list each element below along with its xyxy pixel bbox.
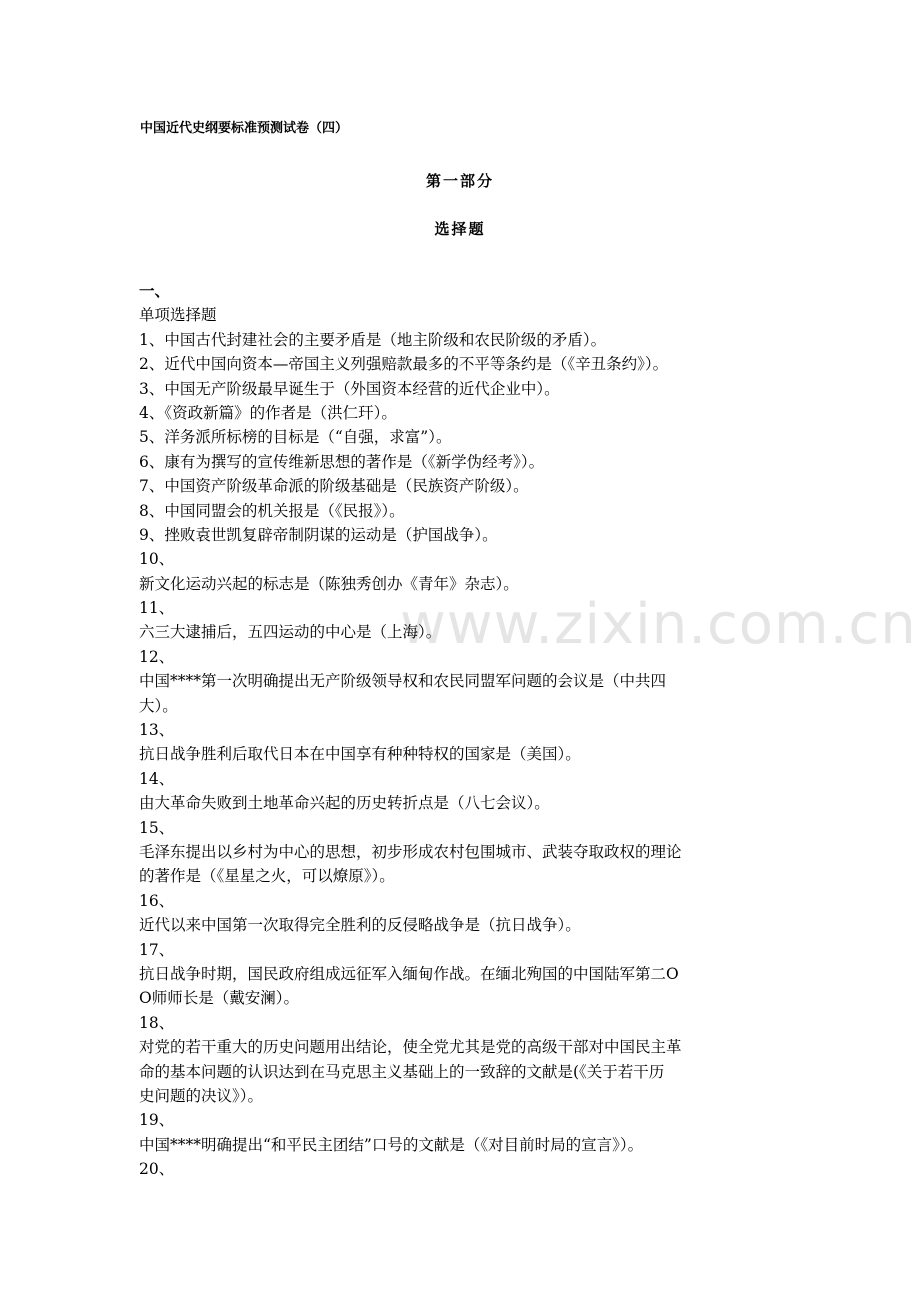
question-line: 6、康有为撰写的宣传维新思想的著作是（《新学伪经考》）。	[139, 452, 545, 471]
question-line: 9、挫败袁世凯复辟帝制阴谋的运动是（护国战争）。	[139, 525, 498, 544]
part-subheading: 选择题	[434, 220, 486, 238]
question-line: 近代以来中国第一次取得完全胜利的反侵略战争是（抗日战争）。	[139, 916, 581, 935]
section-number: 一、	[139, 282, 171, 300]
question-line: 8、中国同盟会的机关报是（《民报》）。	[139, 501, 405, 520]
question-line: 大）。	[139, 696, 178, 715]
question-line: 10、	[139, 550, 175, 569]
question-line: 由大革命失败到土地革命兴起的历史转折点是（八七会议）。	[139, 794, 550, 813]
part-heading: 第一部分	[425, 172, 494, 190]
question-line: 毛泽东提出以乡村为中心的思想，初步形成农村包围城市、武装夺取政权的理论	[139, 842, 682, 861]
question-line: 11、	[139, 599, 175, 618]
question-line: 史问题的决议》）。	[139, 1086, 264, 1105]
question-line: 中国****明确提出“和平民主团结”口号的文献是（《对目前时局的宣言》）。	[139, 1135, 644, 1154]
question-line: 16、	[139, 891, 175, 910]
question-line: 18、	[139, 1013, 175, 1032]
question-line: 六三大逮捕后，五四运动的中心是（上海）。	[139, 623, 442, 642]
watermark: www.zixin.com.cn	[400, 592, 917, 657]
question-line: 4、《资政新篇》的作者是（洪仁玕）。	[139, 403, 397, 422]
question-line: 15、	[139, 818, 175, 837]
question-line: 抗日战争时期，国民政府组成远征军入缅甸作战。在缅北殉国的中国陆军第二O	[139, 964, 679, 983]
question-line: 20、	[139, 1160, 175, 1179]
question-line: 新文化运动兴起的标志是（陈独秀创办《青年》杂志）。	[139, 574, 519, 593]
section-title: 单项选择题	[139, 306, 217, 325]
question-line: 19、	[139, 1111, 175, 1130]
question-line: 17、	[139, 940, 175, 959]
question-lines	[139, 328, 787, 1182]
document-title: 中国近代史纲要标准预测试卷（四）	[140, 121, 349, 136]
question-line: 5、洋务派所标榜的目标是（“自强，求富”）。	[139, 428, 452, 447]
question-line: 中国****第一次明确提出无产阶级领导权和农民同盟军问题的会议是（中共四	[139, 672, 667, 691]
question-line: 2、近代中国向资本—帝国主义列强赔款最多的不平等条约是（《辛丑条约》）。	[139, 355, 669, 374]
question-line: 对党的若干重大的历史问题用出结论，使全党尤其是党的高级干部对中国民主革	[139, 1038, 682, 1057]
question-list	[139, 279, 787, 1181]
question-line: 12、	[139, 647, 175, 666]
question-line: 14、	[139, 769, 175, 788]
question-line: 1、中国古代封建社会的主要矛盾是（地主阶级和农民阶级的矛盾）。	[139, 330, 607, 349]
question-line: 的著作是（《星星之火，可以燎原》）。	[139, 867, 395, 886]
question-line: O师师长是（戴安澜）。	[139, 989, 299, 1008]
question-line: 7、中国资产阶级革命派的阶级基础是（民族资产阶级）。	[139, 477, 529, 496]
question-line: 命的基本问题的认识达到在马克思主义基础上的一致辞的文献是(《关于若干历	[139, 1062, 665, 1081]
question-line: 抗日战争胜利后取代日本在中国享有种种特权的国家是（美国）。	[139, 745, 581, 764]
question-line: 13、	[139, 721, 175, 740]
question-line: 3、中国无产阶级最早诞生于（外国资本经营的近代企业中）。	[139, 379, 560, 398]
